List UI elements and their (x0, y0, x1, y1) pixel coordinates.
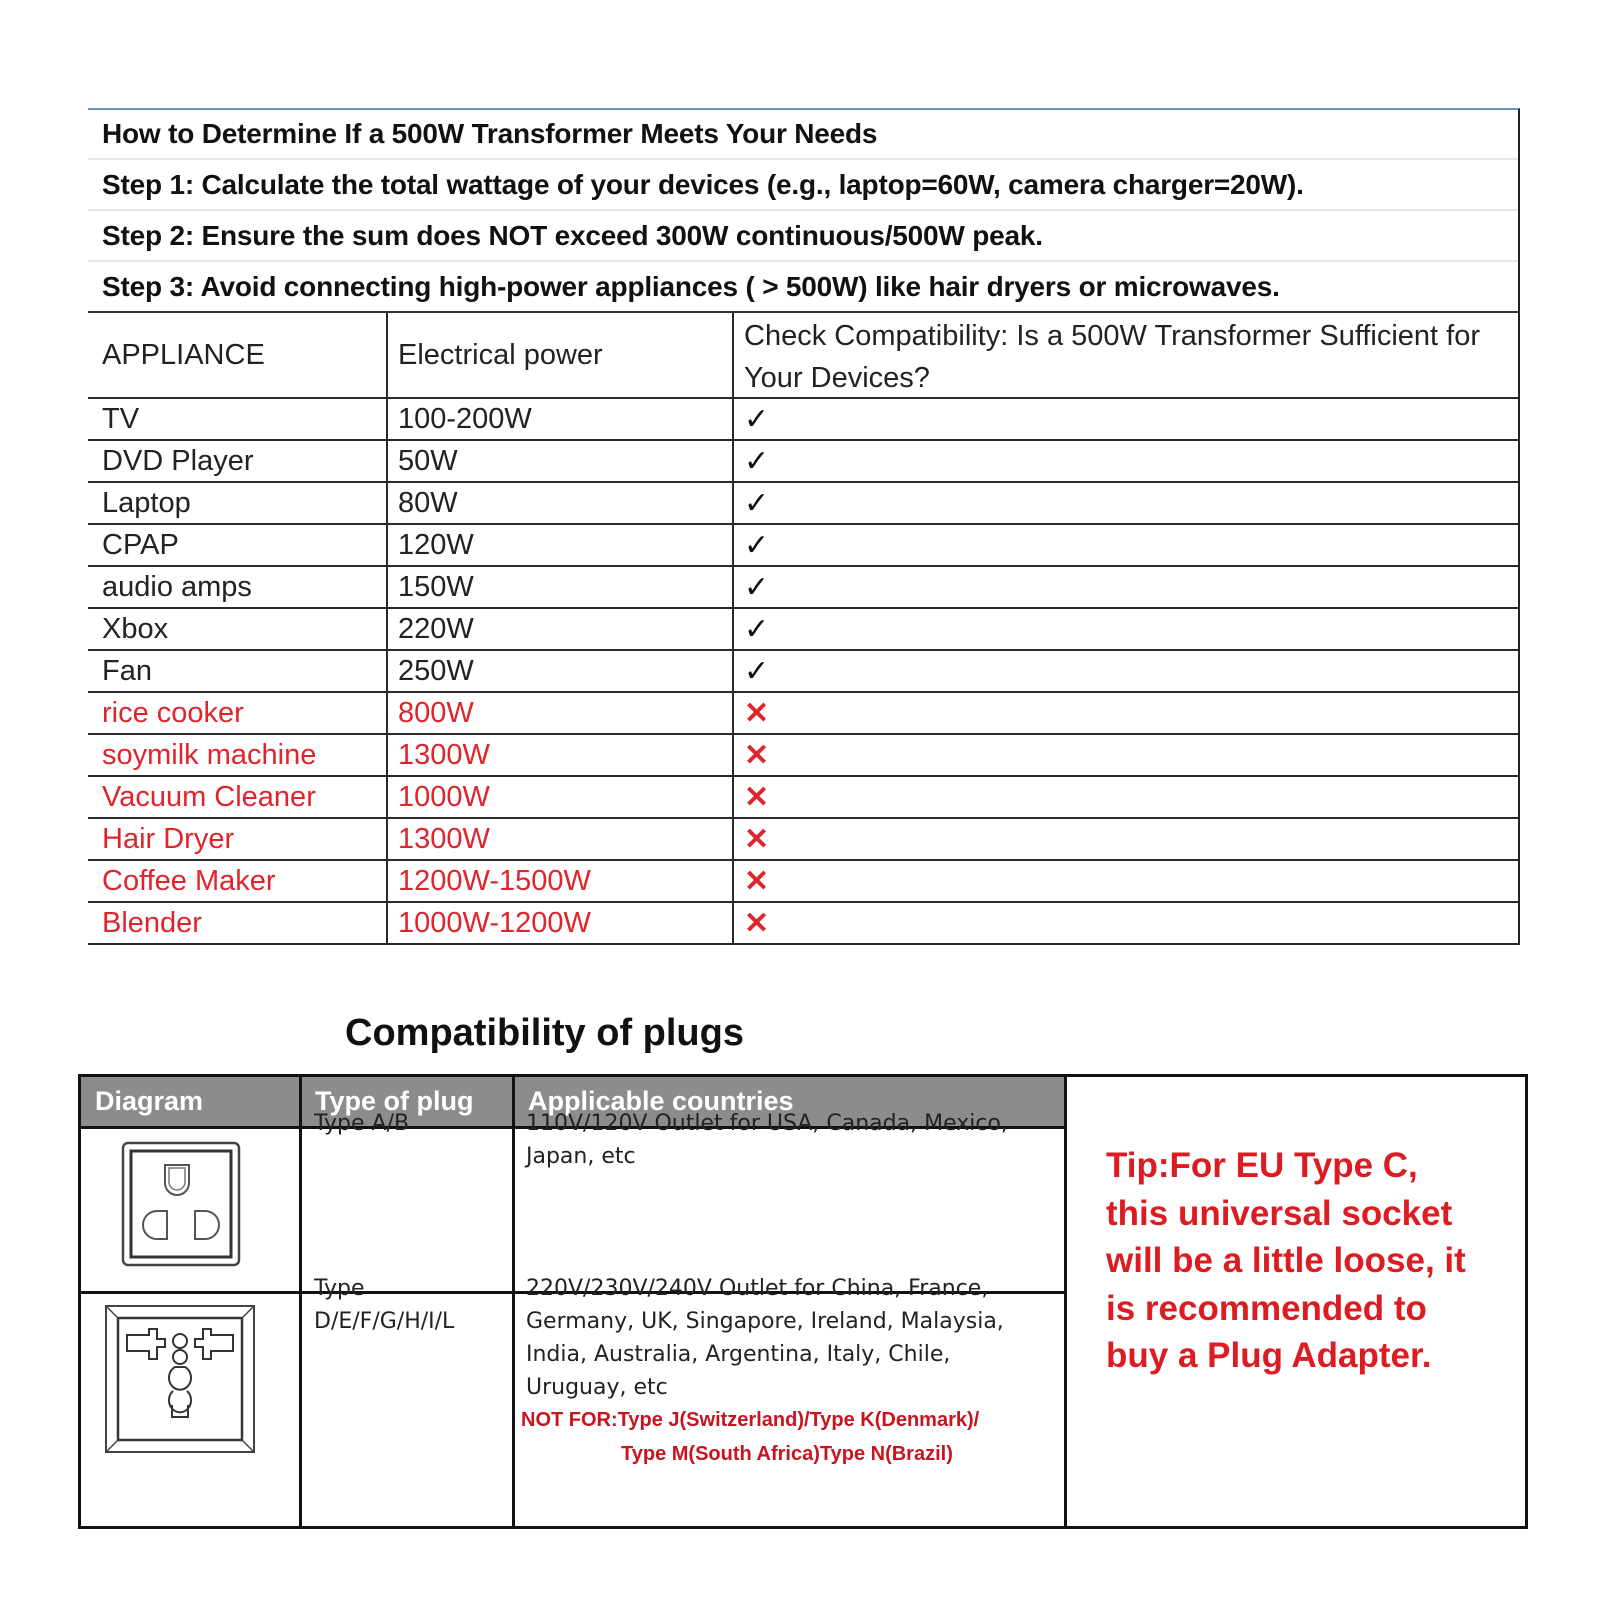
type-ab-socket-icon (121, 1141, 241, 1267)
plug-section-title: Compatibility of plugs (345, 1012, 744, 1054)
table-row (88, 525, 1518, 567)
appliance-cell: soymilk machine (88, 735, 388, 775)
check-icon: ✓ (744, 486, 770, 520)
guide-title: How to Determine If a 500W Transformer Meets Your Needs (88, 110, 1518, 160)
step-2: Step 2: Ensure the sum does NOT exceed 300W continuous/500W peak. (88, 211, 1518, 262)
check-icon: ✓ (744, 612, 770, 646)
power-cell: 250W (388, 651, 734, 691)
tip-line: this universal socket (1106, 1193, 1453, 1233)
appliance-cell: CPAP (88, 525, 388, 565)
tip-line: is recommended to (1106, 1288, 1427, 1328)
appliance-cell: Fan (88, 651, 388, 691)
tip-line: buy a Plug Adapter. (1106, 1336, 1432, 1375)
countries-line: Uruguay, etc (526, 1375, 668, 1400)
appliance-cell: Vacuum Cleaner (88, 777, 388, 817)
step-3: Step 3: Avoid connecting high-power appliances ( > 500W) like hair dryers or microwaves. (88, 262, 1518, 313)
appliance-cell: Laptop (88, 483, 388, 523)
countries-line: Germany, UK, Singapore, Ireland, Malaysia, (526, 1309, 1004, 1334)
cross-icon: ✕ (744, 906, 770, 940)
not-for-warning (521, 1403, 979, 1471)
countries-line: India, Australia, Argentina, Italy, Chile, (526, 1342, 951, 1367)
divider (512, 1077, 515, 1526)
check-icon: ✓ (744, 402, 770, 436)
power-cell: 800W (388, 693, 734, 733)
appliance-cell: Blender (88, 903, 388, 943)
power-cell: 1000W-1200W (388, 903, 734, 943)
tip-line: will be a little loose, it (1106, 1241, 1466, 1280)
appliance-cell: Coffee Maker (88, 861, 388, 901)
column-header-appliance: APPLIANCE (88, 313, 388, 397)
transformer-guide-table (88, 108, 1520, 945)
plug-type-cell (314, 1107, 409, 1140)
countries-cell (526, 1107, 1008, 1173)
table-row (88, 399, 1518, 441)
plug-type-line: Type A/B (314, 1111, 410, 1136)
table-row (88, 861, 1518, 903)
appliance-cell: DVD Player (88, 441, 388, 481)
table-row (88, 609, 1518, 651)
column-header-countries: Applicable countries (528, 1086, 794, 1116)
power-cell: 80W (388, 483, 734, 523)
table-header-row (88, 313, 1518, 399)
table-row (88, 735, 1518, 777)
plug-type-cell (314, 1272, 454, 1338)
table-row (88, 819, 1518, 861)
column-header-power: Electrical power (388, 313, 734, 397)
countries-line: 110V/120V Outlet for USA, Canada, Mexico, (526, 1111, 1008, 1136)
plug-type-line: Type (314, 1276, 365, 1301)
table-row (88, 651, 1518, 693)
appliance-cell: rice cooker (88, 693, 388, 733)
cross-icon: ✕ (744, 822, 770, 856)
check-icon: ✓ (744, 654, 770, 688)
check-icon: ✓ (744, 570, 770, 604)
table-row (88, 483, 1518, 525)
table-row (88, 567, 1518, 609)
power-cell: 1000W (388, 777, 734, 817)
warning-line: NOT FOR:Type J(Switzerland)/Type K(Denmark)/ (521, 1409, 980, 1431)
column-header-diagram: Diagram (95, 1086, 204, 1116)
appliance-cell: audio amps (88, 567, 388, 607)
cross-icon: ✕ (744, 696, 770, 730)
power-cell: 1200W-1500W (388, 861, 734, 901)
power-cell: 100-200W (388, 399, 734, 439)
step-1: Step 1: Calculate the total wattage of your devices (e.g., laptop=60W, camera charger=20W). (88, 160, 1518, 211)
power-cell: 1300W (388, 735, 734, 775)
countries-line: 220V/230V/240V Outlet for China, France, (526, 1276, 989, 1301)
column-header-compatibility: Check Compatibility: Is a 500W Transformer Sufficient for Your Devices? (744, 320, 1481, 394)
appliance-cell: TV (88, 399, 388, 439)
column-header-plug-type: Type of plug (315, 1086, 474, 1116)
appliance-cell: Hair Dryer (88, 819, 388, 859)
countries-line: Japan, etc (526, 1144, 636, 1169)
cross-icon: ✕ (744, 864, 770, 898)
cross-icon: ✕ (744, 780, 770, 814)
countries-cell (526, 1272, 1004, 1404)
table-row (88, 441, 1518, 483)
warning-line: Type M(South Africa)Type N(Brazil) (621, 1443, 953, 1465)
table-row (88, 777, 1518, 819)
check-icon: ✓ (744, 528, 770, 562)
divider (299, 1077, 302, 1526)
check-icon: ✓ (744, 444, 770, 478)
cross-icon: ✕ (744, 738, 770, 772)
plug-type-line: D/E/F/G/H/I/L (314, 1309, 455, 1334)
tip-line: Tip:For EU Type C, (1106, 1146, 1418, 1185)
power-cell: 220W (388, 609, 734, 649)
power-cell: 1300W (388, 819, 734, 859)
power-cell: 150W (388, 567, 734, 607)
table-row (88, 903, 1518, 945)
universal-socket-icon (105, 1305, 255, 1453)
adapter-tip (1106, 1142, 1506, 1380)
power-cell: 120W (388, 525, 734, 565)
appliance-cell: Xbox (88, 609, 388, 649)
divider (1064, 1077, 1067, 1526)
table-row (88, 693, 1518, 735)
power-cell: 50W (388, 441, 734, 481)
